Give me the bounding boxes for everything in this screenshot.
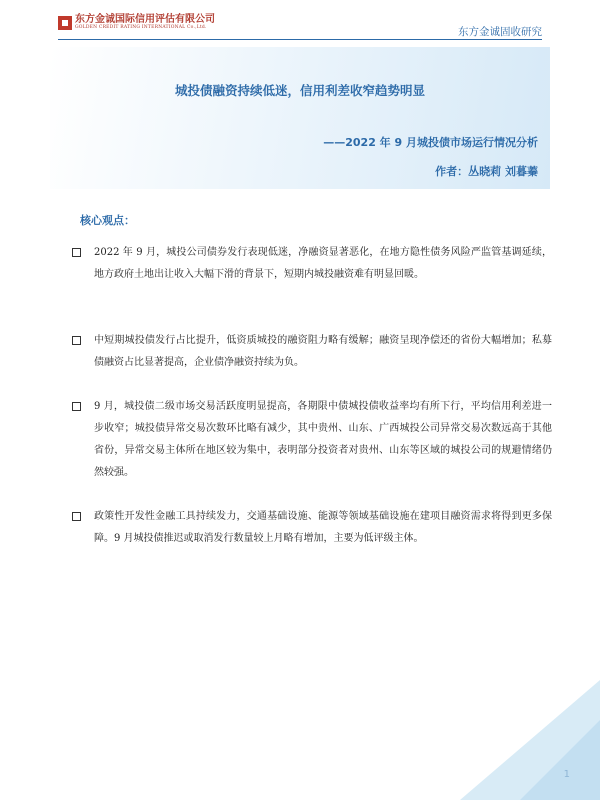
bullet-square-icon <box>72 402 81 411</box>
report-authors: 作者：丛晓莉 刘暮蓁 <box>435 165 538 178</box>
list-item <box>72 242 552 330</box>
bullet-square-icon <box>72 336 81 345</box>
list-item-text: 2022 年 9 月，城投公司债券发行表现低迷，净融资显著恶化，在地方隐性债务风险严监管基调延续，地方政府土地出让收入大幅下滑的背景下，短期内城投融资难有明显回暖。 <box>94 247 552 280</box>
corner-decoration <box>370 680 600 800</box>
report-title: 城投债融资持续低迷，信用利差收窄趋势明显 <box>174 83 425 98</box>
page-number: 1 <box>563 769 570 780</box>
list-item-text: 政策性开发性金融工具持续发力，交通基础设施、能源等领域基础设施在建项目融资需求将得到更多保障。9 月城投债推迟或取消发行数量较上月略有增加，主要为低评级主体。 <box>94 511 552 544</box>
list-item-text: 中短期城投债发行占比提升，低资质城投的融资阻力略有缓解；融资呈现净偿还的省份大幅增加；私募债融资占比显著提高，企业债净融资持续为负。 <box>94 335 552 368</box>
logo-name-cn: 东方金诚国际信用评估有限公司 <box>75 14 215 25</box>
page-header <box>0 0 600 42</box>
report-subtitle: ——2022 年 9 月城投债市场运行情况分析 <box>323 136 538 149</box>
logo-name-en: GOLDEN CREDIT RATING INTERNATIONAL Co.,Ltd. <box>75 25 207 30</box>
company-logo <box>58 14 215 31</box>
bullet-square-icon <box>72 512 81 521</box>
brand-label: 东方金诚固收研究 <box>458 26 542 38</box>
key-points-list <box>72 242 552 572</box>
logo-mark-icon <box>58 16 72 30</box>
title-banner <box>50 47 550 189</box>
bullet-square-icon <box>72 248 81 257</box>
list-item <box>72 330 552 396</box>
list-item-text: 9 月，城投债二级市场交易活跃度明显提高，各期限中债城投债收益率均有所下行，平均信用利差进一步收窄；城投债异常交易次数环比略有减少，其中贵州、山东、广西城投公司异常交易次数远高于其他省份，异常交易主体所在地区较为集中，表明部分投资者对贵州、山东等区域的城投公司的规避情绪仍然较强。 <box>94 401 552 478</box>
list-item <box>72 396 552 506</box>
section-heading: 核心观点： <box>80 214 135 227</box>
logo-text <box>75 14 215 31</box>
list-item <box>72 506 552 572</box>
header-divider <box>58 39 542 40</box>
